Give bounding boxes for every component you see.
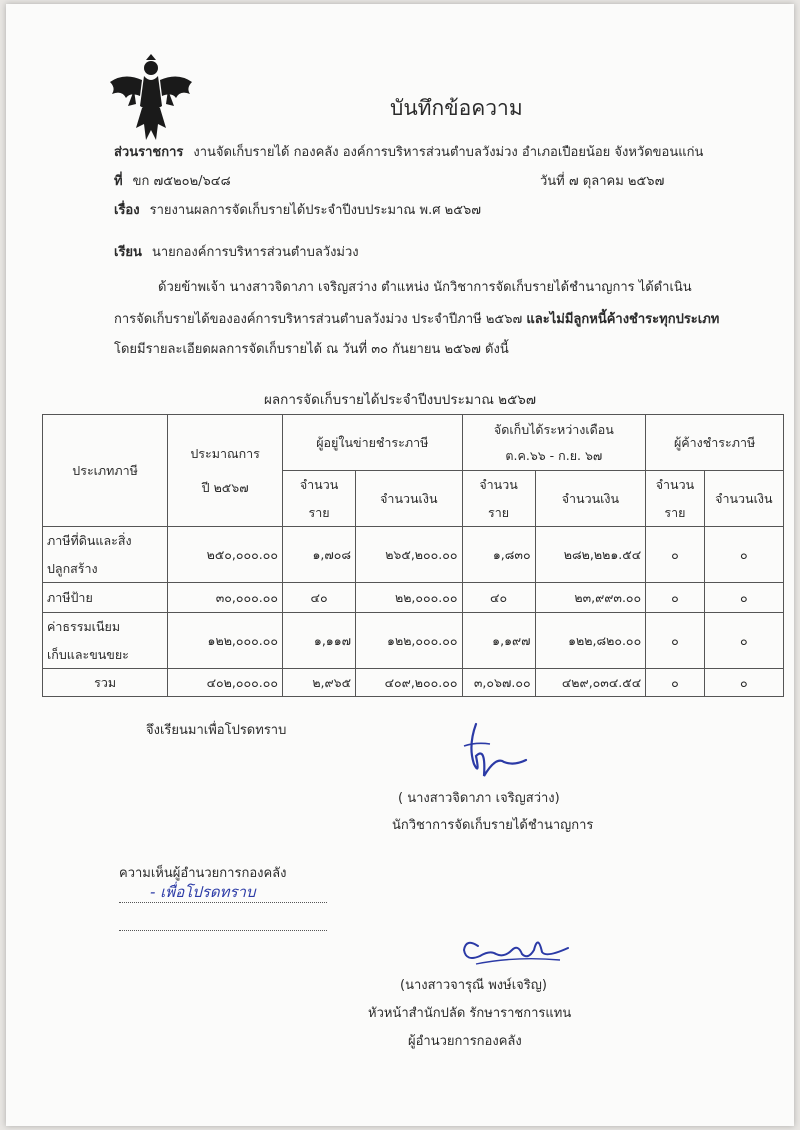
body-line-2-emphasis: และไม่มีลูกหนี้ค้างชำระทุกประเภท [526,312,720,327]
table-header-row [43,415,784,471]
closing-text: จึงเรียนมาเพื่อโปรดทราบ [146,723,287,738]
opinion-dotted-line [119,902,327,903]
cell-payers-amount: ๒๒,๐๐๐.๐๐ [356,583,462,613]
cell-collected-amount: ๑๒๒,๘๒๐.๐๐ [535,613,646,669]
subheader-arrears-count [646,471,704,527]
ref-label: ที่ [114,174,123,189]
table-title: ผลการจัดเก็บรายได้ประจำปีงบประมาณ ๒๕๖๗ [263,392,537,408]
header-collected [462,415,646,471]
cell-type [43,583,168,613]
to-label: เรียน [114,245,142,260]
cell-type-line-1: ภาษีที่ดินและสิ่ง [47,532,132,548]
total-arrears-count: ๐ [646,669,704,697]
table-row [43,527,784,583]
cell-payers-count: ๑,๗๐๘ [283,527,356,583]
memo-title: บันทึกข้อความ [390,96,523,120]
cell-payers-count: ๔๐ [283,583,356,613]
opinion-handwritten: - เพื่อโปรดทราบ [150,883,256,901]
to-line [114,241,359,262]
cell-collected-amount: ๒๓,๙๙๓.๐๐ [535,583,646,613]
header-payers: ผู้อยู่ในข่ายชำระภาษี [283,415,463,471]
cell-arrears-amount: ๐ [704,583,783,613]
header-budget-line-1: ประมาณการ [190,445,260,461]
cell-collected-count: ๑,๑๙๗ [462,613,535,669]
cell-collected-count: ๑,๘๓๐ [462,527,535,583]
subheader-count-label: จำนวน [655,476,695,492]
cell-budget: ๑๒๒,๐๐๐.๐๐ [168,613,283,669]
total-label: รวม [43,669,168,697]
cell-arrears-count: ๐ [646,583,704,613]
memo-date: วันที่ ๗ ตุลาคม ๒๕๖๗ [540,174,665,189]
table-total-row [43,669,784,697]
opinion-label: ความเห็นผู้อำนวยการกองคลัง [119,866,287,881]
cell-arrears-count: ๐ [646,527,704,583]
to-text: นายกองค์การบริหารส่วนตำบลวังม่วง [151,245,359,260]
subheader-count-unit: ราย [308,504,330,520]
total-collected-count: ๓,๐๖๗.๐๐ [462,669,535,697]
subheader-collected-count [462,471,535,527]
subject-text: รายงานผลการจัดเก็บรายได้ประจำปีงบประมาณ พ.ศ ๒๕๖๗ [149,203,482,218]
opinion-dotted-line [119,930,327,931]
cell-payers-count: ๑,๑๑๗ [283,613,356,669]
total-arrears-amount: ๐ [704,669,783,697]
signer-2-title-1: หัวหน้าสำนักปลัด รักษาราชการแทน [368,1006,572,1021]
ref-line [114,170,231,191]
table-row [43,613,784,669]
cell-type-line-2: เก็บและขนขยะ [47,646,129,662]
signer-1-title: นักวิชาการจัดเก็บรายได้ชำนาญการ [392,818,594,833]
subject-label: เรื่อง [114,203,140,218]
signer-2-name: (นางสาวจารุณี พงษ์เจริญ) [400,978,547,993]
subheader-payers-count [283,471,356,527]
cell-budget: ๒๕๐,๐๐๐.๐๐ [168,527,283,583]
total-budget: ๔๐๒,๐๐๐.๐๐ [168,669,283,697]
agency-line [114,141,703,162]
subheader-count-label: จำนวน [479,476,518,492]
subheader-collected-amount: จำนวนเงิน [535,471,646,527]
cell-type-line-1: ภาษีป้าย [47,589,93,605]
header-collected-line-1: จัดเก็บได้ระหว่างเดือน [493,421,614,437]
subheader-count-unit: ราย [488,504,510,520]
body-line-2 [114,308,719,329]
signer-2-title-2: ผู้อำนวยการกองคลัง [408,1034,522,1049]
header-type: ประเภทภาษี [43,415,168,527]
total-collected-amount: ๔๒๙,๐๓๔.๕๔ [535,669,646,697]
header-collected-line-2: ต.ค.๖๖ - ก.ย. ๖๗ [505,447,603,463]
subheader-count-label: จำนวน [299,476,339,492]
signature-1-icon [446,716,536,786]
table-row [43,583,784,613]
cell-type [43,527,168,583]
subject-line [114,199,481,220]
cell-arrears-amount: ๐ [704,527,783,583]
cell-collected-count: ๔๐ [462,583,535,613]
subheader-payers-amount: จำนวนเงิน [356,471,462,527]
body-line-1: ด้วยข้าพเจ้า นางสาวจิดาภา เจริญสว่าง ตำแหน่ง นักวิชาการจัดเก็บรายได้ชำนาญการ ได้ดำเนิน [158,280,692,295]
header-budget-line-2: ปี ๒๕๖๗ [201,479,249,495]
cell-payers-amount: ๑๒๒,๐๐๐.๐๐ [356,613,462,669]
cell-budget: ๓๐,๐๐๐.๐๐ [168,583,283,613]
cell-collected-amount: ๒๘๒,๒๒๑.๕๔ [535,527,646,583]
cell-type [43,613,168,669]
ref-number: ขก ๗๕๒๐๒/๖๔๘ [132,174,231,189]
garuda-emblem-icon [106,54,196,144]
agency-label: ส่วนราชการ [114,145,184,160]
total-payers-amount: ๔๐๙,๒๐๐.๐๐ [356,669,462,697]
cell-type-line-2: ปลูกสร้าง [47,560,98,576]
header-budget [168,415,283,527]
header-arrears: ผู้ค้างชำระภาษี [646,415,784,471]
body-line-2-text: การจัดเก็บรายได้ขององค์การบริหารส่วนตำบลวังม่วง ประจำปีภาษี ๒๕๖๗ [114,312,523,327]
cell-payers-amount: ๒๖๕,๒๐๐.๐๐ [356,527,462,583]
cell-type-line-1: ค่าธรรมเนียม [47,618,121,634]
body-line-3: โดยมีรายละเอียดผลการจัดเก็บรายได้ ณ วันที่ ๓๐ กันยายน ๒๕๖๗ ดังนี้ [114,342,509,357]
signer-1-name: ( นางสาวจิดาภา เจริญสว่าง) [398,791,560,806]
agency-text: งานจัดเก็บรายได้ กองคลัง องค์การบริหารส่วนตำบลวังม่วง อำเภอเปือยน้อย จังหวัดขอนแก่น [193,145,704,160]
revenue-table [42,414,784,697]
subheader-count-unit: ราย [664,504,686,520]
memo-page [6,4,794,1126]
cell-arrears-count: ๐ [646,613,704,669]
signature-2-icon [456,924,576,974]
total-payers-count: ๒,๙๖๕ [283,669,356,697]
subheader-arrears-amount: จำนวนเงิน [704,471,783,527]
cell-arrears-amount: ๐ [704,613,783,669]
